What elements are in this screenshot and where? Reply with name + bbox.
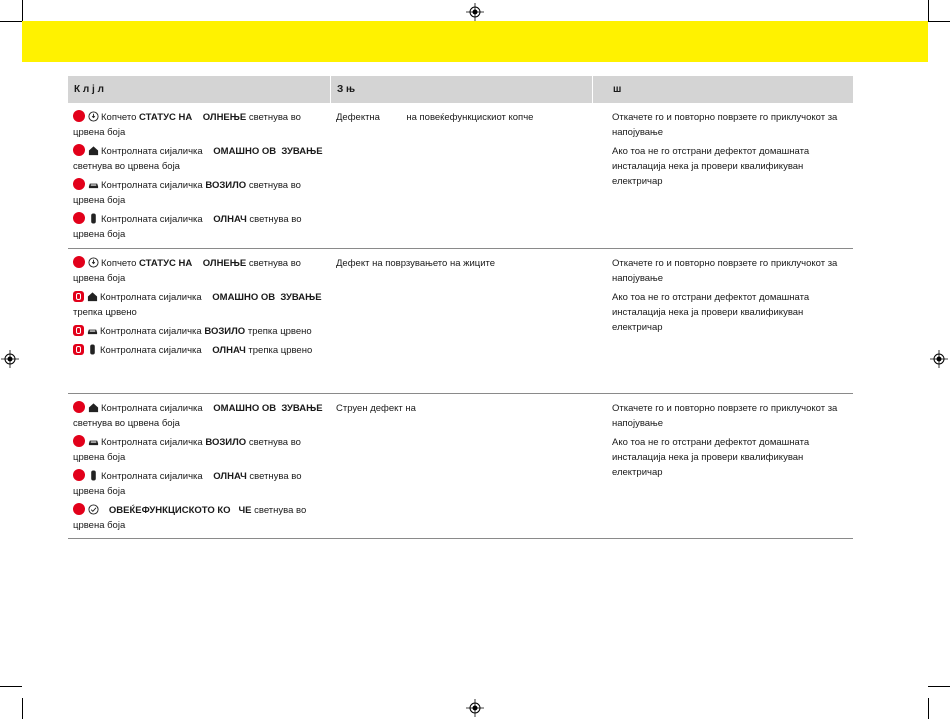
crop-mark — [928, 0, 929, 21]
blinking-lamp-icon — [73, 291, 84, 302]
red-lamp-icon — [73, 401, 85, 413]
indicator-text: Контролната сијаличка — [101, 180, 206, 191]
indicator-text: Контролната сијаличка — [100, 326, 205, 337]
meaning-text: Струен дефект на — [336, 403, 416, 414]
indicator-state: трепка црвено — [245, 326, 312, 337]
indicator-item — [73, 178, 324, 208]
remedy-text: Откачете го и повторно поврзете го приклучокот за напојување — [612, 403, 838, 429]
plug-icon — [88, 470, 99, 481]
indicator-label: ВОЗИЛО — [205, 180, 247, 191]
indicator-icons — [73, 291, 98, 302]
indicator-label: ОЛНАЧ — [213, 214, 247, 225]
indicator-label: ОМАШНО ОВ ЗУВАЊЕ — [213, 403, 323, 414]
indicator-state: трепка црвено — [245, 345, 313, 356]
indicator-text — [101, 505, 109, 516]
indicator-state: светнува во црвена боја — [73, 505, 307, 531]
indicator-icons — [73, 256, 99, 268]
house-icon — [88, 402, 99, 413]
indicator-cell — [68, 394, 330, 538]
red-lamp-icon — [73, 503, 85, 515]
indicator-icons — [73, 401, 99, 413]
indicator-label: ОМАШНО ОВ ЗУВАЊЕ — [213, 146, 323, 157]
indicator-label: СТАТУС НА ОЛНЕЊЕ — [139, 112, 247, 123]
meaning-cell — [330, 394, 592, 538]
remedy-cell — [592, 249, 853, 393]
header-indicator: К л ј л — [74, 84, 104, 95]
remedy-text: Откачете го и повторно поврзете го приклучокот за напојување — [612, 112, 838, 138]
indicator-label: ОЛНАЧ — [212, 345, 246, 356]
indicator-icons — [73, 344, 98, 355]
red-lamp-icon — [73, 469, 85, 481]
indicator-state: светнува во црвена боја — [73, 161, 180, 172]
yellow-header-band — [22, 21, 928, 62]
indicator-text: Контролната сијаличка — [101, 403, 214, 414]
house-icon — [88, 145, 99, 156]
meaning-cell — [330, 249, 592, 393]
indicator-text: Копчето — [101, 258, 140, 269]
meaning-cell — [330, 103, 592, 248]
crop-mark — [0, 21, 22, 22]
meaning-text: Дефект на поврзувањето на жиците — [336, 258, 496, 269]
indicator-text: Контролната сијаличка — [101, 471, 214, 482]
table-row — [68, 394, 853, 539]
status-icon — [88, 111, 99, 122]
indicator-item — [73, 343, 324, 358]
plug-icon — [87, 344, 98, 355]
indicator-item — [73, 503, 324, 533]
remedy-cell — [592, 394, 853, 538]
remedy-text: Ако тоа не го отстрани дефектот домашната инсталација нека ја провери квалификуван електричар — [612, 292, 810, 333]
indicator-cell — [68, 249, 330, 393]
crop-mark — [22, 698, 23, 719]
blinking-lamp-icon — [73, 344, 84, 355]
indicator-text: Контролната сијаличка — [100, 345, 213, 356]
indicator-item — [73, 212, 324, 242]
crop-mark — [22, 0, 23, 21]
meaning-text: Дефектна на повеќефункцискиот копче — [336, 112, 534, 123]
red-lamp-icon — [73, 144, 85, 156]
indicator-label: ВОЗИЛО — [204, 326, 246, 337]
indicator-item — [73, 324, 324, 339]
registration-mark-icon — [466, 3, 484, 21]
header-meaning: З њ — [330, 76, 592, 103]
indicator-icons — [73, 212, 99, 224]
indicator-cell — [68, 103, 330, 248]
indicator-item — [73, 401, 324, 431]
registration-mark-icon — [466, 699, 484, 717]
indicator-icons — [73, 469, 99, 481]
remedy-text: Ако тоа не го отстрани дефектот домашната инсталација нека ја провери квалификуван електричар — [612, 146, 810, 187]
crop-mark — [928, 698, 929, 719]
indicator-state: светнува во црвена боја — [73, 471, 302, 497]
indicator-text: Копчето — [101, 112, 140, 123]
indicator-label: ОЛНАЧ — [213, 471, 247, 482]
indicator-state: светнува во црвена боја — [73, 112, 301, 138]
plug-icon — [88, 213, 99, 224]
remedy-cell — [592, 103, 853, 248]
house-icon — [87, 291, 98, 302]
indicator-state: светнува во црвена боја — [73, 437, 301, 463]
car-icon — [88, 436, 99, 447]
remedy-text: Ако тоа не го отстрани дефектот домашната инсталација нека ја провери квалификуван електричар — [612, 437, 810, 478]
red-lamp-icon — [73, 110, 85, 122]
crop-mark — [0, 686, 22, 687]
crop-mark — [928, 21, 950, 22]
indicator-icons — [73, 178, 99, 190]
indicator-item — [73, 435, 324, 465]
indicator-item — [73, 469, 324, 499]
red-lamp-icon — [73, 256, 85, 268]
indicator-state: светнува во црвена боја — [73, 180, 301, 206]
red-lamp-icon — [73, 435, 85, 447]
check-icon — [88, 504, 99, 515]
indicator-label: ВОЗИЛО — [205, 437, 247, 448]
indicator-icons — [73, 503, 99, 515]
indicator-state: светнува во црвена боја — [73, 214, 302, 240]
indicator-text: Контролната сијаличка — [101, 437, 206, 448]
indicator-text: Контролната сијаличка — [101, 146, 214, 157]
indicator-icons — [73, 110, 99, 122]
red-lamp-icon — [73, 212, 85, 224]
indicator-text: Контролната сијаличка — [100, 292, 213, 303]
table-row — [68, 103, 853, 249]
table-row — [68, 249, 853, 394]
red-lamp-icon — [73, 178, 85, 190]
status-icon — [88, 257, 99, 268]
header-remedy: ш — [592, 76, 853, 103]
indicator-label: ОМАШНО ОВ ЗУВАЊЕ — [212, 292, 322, 303]
indicator-text: Контролната сијаличка — [101, 214, 214, 225]
table-body — [68, 103, 853, 539]
indicator-state: светнува во црвена боја — [73, 418, 180, 429]
crop-mark — [928, 686, 950, 687]
indicator-icons — [73, 325, 98, 336]
registration-mark-icon — [1, 350, 19, 368]
indicator-label: ОВЕЌЕФУНКЦИСКОТО КО ЧЕ — [108, 505, 252, 516]
indicator-item — [73, 256, 324, 286]
indicator-icons — [73, 144, 99, 156]
indicator-label: СТАТУС НА ОЛНЕЊЕ — [139, 258, 247, 269]
indicator-icons — [73, 435, 99, 447]
table-header — [68, 76, 853, 103]
indicator-item — [73, 110, 324, 140]
car-icon — [88, 179, 99, 190]
registration-mark-icon — [930, 350, 948, 368]
remedy-text: Откачете го и повторно поврзете го приклучокот за напојување — [612, 258, 838, 284]
car-icon — [87, 325, 98, 336]
indicator-item — [73, 144, 324, 174]
indicator-item — [73, 290, 324, 320]
fault-table — [68, 76, 853, 539]
indicator-state: трепка црвено — [73, 307, 137, 318]
indicator-state: светнува во црвена боја — [73, 258, 301, 284]
blinking-lamp-icon — [73, 325, 84, 336]
